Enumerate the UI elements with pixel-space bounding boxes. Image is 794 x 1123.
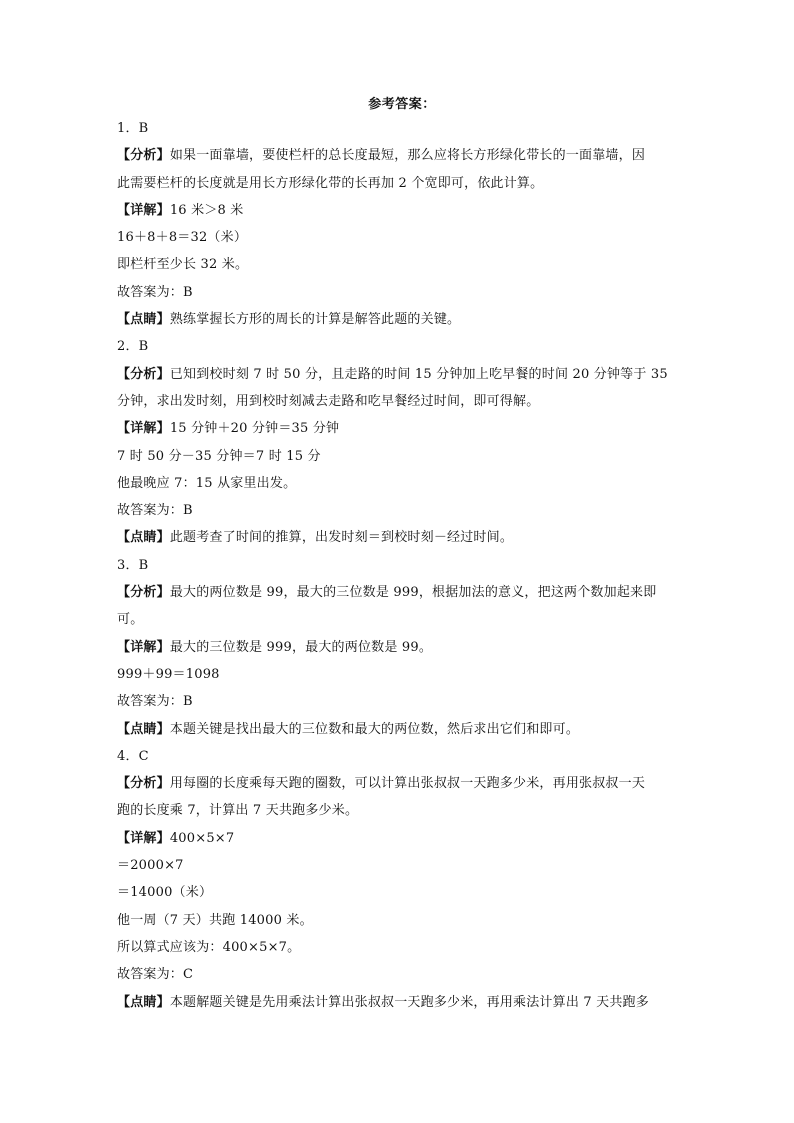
section-tag: 【详解】 (117, 421, 170, 437)
answer-line (117, 634, 687, 661)
section-tag: 【点睛】 (117, 312, 170, 328)
line-text: 1．B (117, 121, 149, 136)
section-tag: 【分析】 (117, 148, 170, 164)
section-tag: 【点睛】 (117, 721, 170, 737)
answer-line (117, 115, 687, 142)
line-text: ＝2000×7 (117, 858, 184, 874)
line-text: 999＋99＝1098 (117, 666, 220, 682)
section-tag: 【详解】 (117, 830, 170, 846)
section-tag: 【详解】 (117, 202, 170, 218)
answer-line (117, 852, 687, 879)
line-text: 熟练掌握长方形的周长的计算是解答此题的关键。 (169, 312, 461, 328)
line-text: 本题关键是找出最大的三位数和最大的两位数，然后求出它们和即可。 (169, 721, 580, 737)
line-text: 400×5×7 (169, 830, 235, 846)
answer-line (117, 989, 687, 1016)
answer-line (117, 470, 687, 497)
answer-line (117, 579, 687, 606)
answer-line (117, 797, 687, 824)
answer-line (117, 716, 687, 743)
line-text: 他最晚应 7：15 从家里出发。 (117, 475, 297, 491)
answer-page (117, 97, 687, 1016)
answer-line (117, 306, 687, 333)
line-text: 所以算式应该为：400×5×7。 (117, 939, 301, 955)
answer-line (117, 415, 687, 442)
answer-line (117, 524, 687, 551)
answer-line (117, 907, 687, 934)
answer-line (117, 142, 687, 169)
line-text: 故答案为：B (117, 503, 193, 519)
section-tag: 【分析】 (117, 585, 170, 601)
answer-line (117, 934, 687, 961)
answer-line (117, 961, 687, 988)
answer-line (117, 224, 687, 251)
answer-line (117, 825, 687, 852)
section-tag: 【详解】 (117, 639, 170, 655)
answer-line (117, 497, 687, 524)
line-text: 16＋8＋8＝32（米） (117, 230, 248, 246)
section-tag: 【点睛】 (117, 530, 170, 546)
answer-line (117, 688, 687, 715)
answer-body (117, 115, 687, 1016)
answer-line (117, 251, 687, 278)
line-text: 分钟，求出发时刻，用到校时刻减去走路和吃早餐经过时间，即可得解。 (117, 393, 540, 409)
line-text: 2．B (117, 339, 149, 355)
answer-line (117, 170, 687, 197)
answer-line (117, 361, 687, 388)
answer-line (117, 388, 687, 415)
line-text: 跑的长度乘 7，计算出 7 天共跑多少米。 (117, 803, 359, 819)
line-text: 故答案为：B (117, 284, 193, 300)
line-text: 7 时 50 分－35 分钟＝7 时 15 分 (117, 448, 321, 464)
line-text: 已知到校时刻 7 时 50 分，且走路的时间 15 分钟加上吃早餐的时间 20 分钟等于 35 (169, 366, 668, 382)
line-text: 4．C (117, 748, 149, 764)
answer-line (117, 770, 687, 797)
answer-line (117, 443, 687, 470)
answer-line (117, 552, 687, 579)
answer-line (117, 197, 687, 224)
answer-line (117, 279, 687, 306)
line-text: 此需要栏杆的长度就是用长方形绿化带的长再加 2 个宽即可，依此计算。 (117, 175, 544, 191)
line-text: 用每圈的长度乘每天跑的圈数，可以计算出张叔叔一天跑多少米，再用张叔叔一天 (169, 776, 646, 792)
line-text: 即栏杆至少长 32 米。 (117, 257, 249, 273)
line-text: 可。 (117, 612, 144, 628)
line-text: 最大的两位数是 99，最大的三位数是 999，根据加法的意义，把这两个数加起来即 (169, 585, 657, 601)
answer-line (117, 743, 687, 770)
answer-line (117, 333, 687, 360)
line-text: 15 分钟＋20 分钟＝35 分钟 (169, 421, 340, 437)
answer-line (117, 879, 687, 906)
section-tag: 【分析】 (117, 776, 170, 792)
line-text: 如果一面靠墙，要使栏杆的总长度最短，那么应将长方形绿化带长的一面靠墙，因 (169, 148, 646, 164)
section-tag: 【点睛】 (117, 994, 170, 1010)
line-text: ＝14000（米） (117, 885, 213, 901)
line-text: 故答案为：B (117, 694, 193, 710)
line-text: 最大的三位数是 999，最大的两位数是 99。 (169, 639, 433, 655)
line-text: 16 米＞8 米 (169, 202, 244, 218)
line-text: 他一周（7 天）共跑 14000 米。 (117, 912, 313, 928)
answer-line (117, 661, 687, 688)
section-tag: 【分析】 (117, 366, 170, 382)
line-text: 此题考查了时间的推算，出发时刻＝到校时刻－经过时间。 (169, 530, 514, 546)
line-text: 故答案为：C (117, 967, 194, 983)
line-text: 本题解题关键是先用乘法计算出张叔叔一天跑多少米，再用乘法计算出 7 天共跑多 (169, 994, 649, 1010)
answer-line (117, 606, 687, 633)
line-text: 3．B (117, 557, 149, 573)
page-title: 参考答案： (368, 97, 436, 112)
